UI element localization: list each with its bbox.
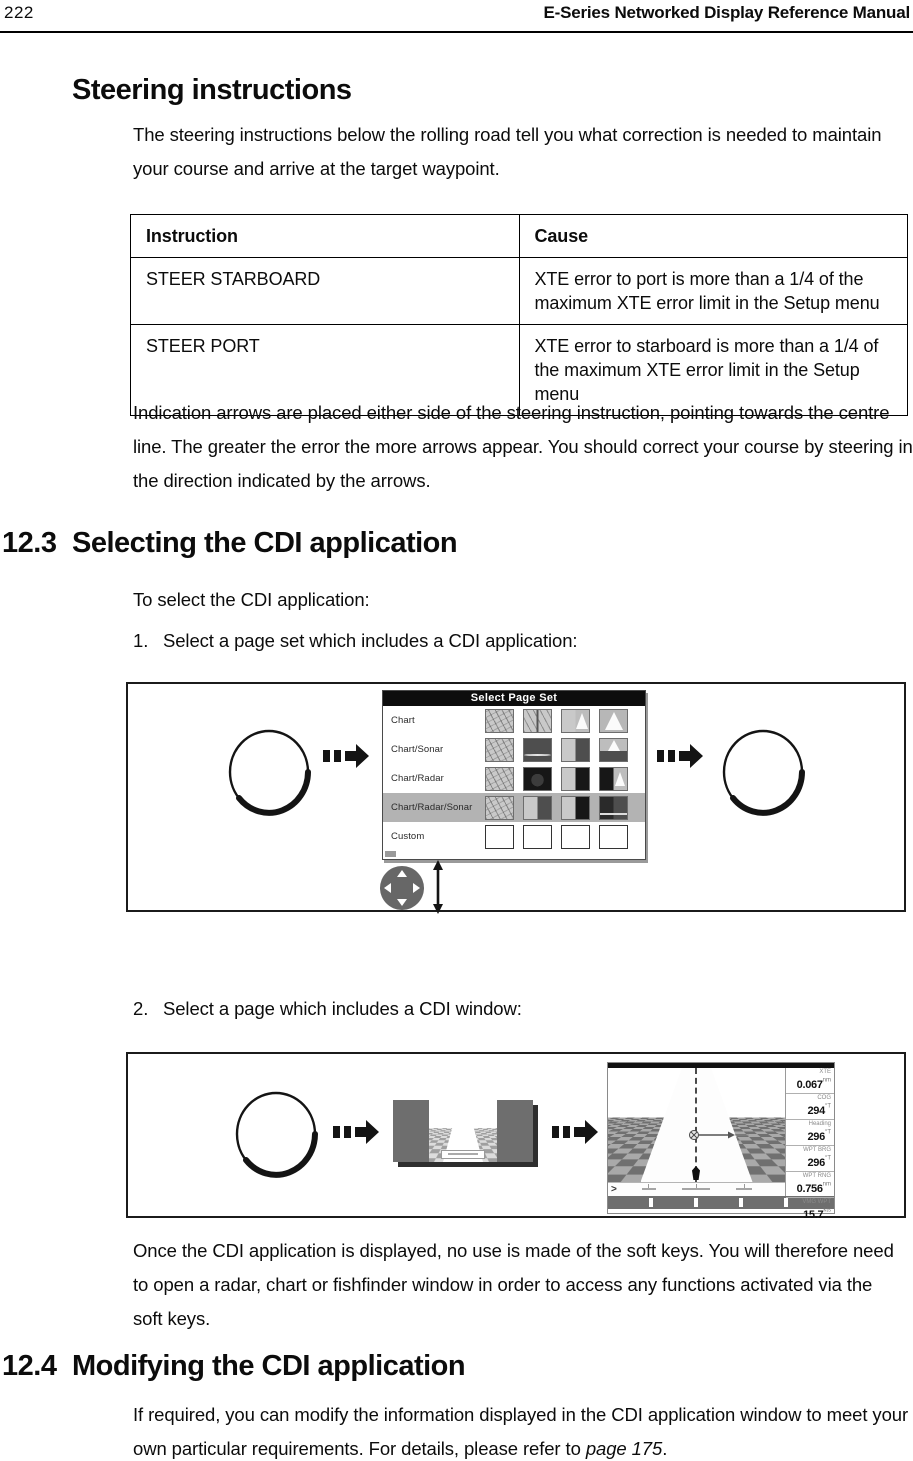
rotary-knob-icon (234, 1090, 318, 1178)
dpad-icon (378, 864, 426, 912)
step-text: Select a page set which includes a CDI application: (163, 630, 578, 651)
dialog-row-label: Custom (391, 831, 425, 842)
data-unit: kts (823, 1207, 831, 1214)
cdi-status-strip (608, 1182, 785, 1196)
dashed-arrow-icon (333, 1118, 379, 1146)
note-text: Once the CDI application is displayed, no use is made of the soft keys. You will therefore need to open a radar, chart or fishfinder window in order to access any functions activated via the soft keys. (133, 1240, 894, 1329)
data-value: 15.7 (803, 1209, 824, 1221)
figure-select-page-set (126, 682, 906, 912)
up-down-arrow-icon (431, 860, 445, 914)
table-header-cause: Cause (519, 215, 908, 258)
cdi-view (608, 1068, 785, 1196)
radar-cdi-thumbnail (599, 767, 628, 791)
data-unit: nm (822, 1077, 831, 1084)
sonar-cdi-thumbnail (599, 738, 628, 762)
mini-page-screenshot (393, 1100, 533, 1162)
steering-outro: Indication arrows are placed either side of the steering instruction, pointing towards the centre line. The greater the error the more arrows appear. You should correct your course by steering in the direction indicated by the arrows. (133, 402, 913, 491)
data-value: 0.067 (796, 1079, 823, 1091)
waypoint-marker-icon (688, 1128, 750, 1142)
steering-intro: The steering instructions below the rolling road tell you what correction is needed to maintain your course and arrive at the target waypoint. (133, 124, 882, 179)
lead-text: To select the CDI application: (133, 589, 370, 610)
chart-sonar-thumbnail (523, 796, 552, 820)
dialog-row-label: Chart/Sonar (391, 744, 444, 755)
side-panel (393, 1100, 429, 1162)
page-thumbnails (485, 825, 628, 849)
side-panel (497, 1100, 533, 1162)
data-value: 294 (807, 1105, 825, 1117)
cdi-screenshot (607, 1062, 835, 1221)
data-unit: °T (824, 1155, 831, 1162)
section-12-4-heading (0, 1350, 465, 1383)
page-thumbnails (485, 738, 628, 762)
step-2 (133, 998, 522, 1020)
data-label: VMG WPT (802, 1199, 831, 1205)
sonar-thumbnail (523, 738, 552, 762)
softkey-separator (649, 1198, 653, 1207)
data-value: 0.756 (796, 1183, 823, 1195)
data-cell-xte (786, 1068, 834, 1094)
chart-thumbnail (485, 796, 514, 820)
data-label: WPT BRG (803, 1147, 831, 1153)
body-text-part: If required, you can modify the information displayed in the CDI application window to meet your own particular requirements. For details, please refer to (133, 1404, 909, 1459)
dialog-row-chart-radar-sonar-selected (383, 793, 645, 822)
data-unit: °T (824, 1103, 831, 1110)
dialog-row-custom (383, 822, 645, 851)
section-number: 12.4 (2, 1350, 57, 1382)
dashed-arrow-icon (323, 742, 369, 770)
section-12-3-heading (0, 527, 457, 560)
body-text-part: . (662, 1438, 668, 1459)
chart-thumbnail (485, 738, 514, 762)
step-1 (133, 630, 577, 652)
instruction-cell: STEER PORT (131, 325, 520, 416)
select-page-set-dialog (382, 690, 646, 860)
cause-cell: XTE error to port is more than a 1/4 of the maximum XTE error limit in the Setup menu (519, 258, 908, 325)
figure-cdi-page (126, 1052, 906, 1221)
table-header-instruction: Instruction (131, 215, 520, 258)
radar-sonar-thumbnail (599, 796, 628, 820)
data-cell-heading (786, 1120, 834, 1146)
dashed-arrow-icon (657, 742, 703, 770)
dashed-arrow-icon (552, 1118, 598, 1146)
softkey-separator (694, 1198, 698, 1207)
table-header-row (131, 215, 908, 258)
chart-thumbnail (485, 709, 514, 733)
data-label: Heading (808, 1121, 831, 1127)
dialog-scroll-block (385, 851, 396, 857)
empty-thumbnail (523, 825, 552, 849)
data-panel (785, 1068, 834, 1221)
header-title: E-Series Networked Display Reference Manual (543, 3, 910, 22)
dialog-row-label: Chart/Radar (391, 773, 444, 784)
section-title: Modifying the CDI application (72, 1350, 466, 1382)
body-text (133, 1398, 913, 1461)
page-number: 222 (4, 3, 34, 22)
data-label: XTE (819, 1069, 831, 1075)
chart-thumbnail (485, 767, 514, 791)
step-number: 2. (133, 998, 149, 1019)
dialog-title-bar: Select Page Set (383, 691, 645, 706)
header-rule (0, 31, 913, 33)
radar-thumbnail (523, 767, 552, 791)
empty-thumbnail (485, 825, 514, 849)
softkey-separator (739, 1198, 743, 1207)
dialog-row-chart-radar (383, 764, 645, 793)
chart-sonar-thumbnail (561, 738, 590, 762)
empty-thumbnail (599, 825, 628, 849)
chart-radar-thumbnail (561, 796, 590, 820)
step-number: 1. (133, 630, 149, 651)
dialog-row-label: Chart (391, 715, 415, 726)
instruction-table (130, 214, 908, 416)
instruction-cell: STEER STARBOARD (131, 258, 520, 325)
data-label: COG (817, 1095, 831, 1101)
chart-cdi-thumbnail (561, 709, 590, 733)
section-title: Selecting the CDI application (72, 527, 458, 559)
mini-cdi-window (429, 1100, 497, 1162)
rotary-knob-icon (227, 728, 311, 816)
table-row (131, 258, 908, 325)
dialog-row-chart-sonar (383, 735, 645, 764)
chart-chart-thumbnail (523, 709, 552, 733)
steering-heading: Steering instructions (72, 74, 352, 106)
chart-radar-thumbnail (561, 767, 590, 791)
rotary-knob-icon (721, 728, 805, 816)
data-value: 296 (807, 1131, 825, 1143)
page-thumbnails (485, 709, 628, 733)
empty-thumbnail (561, 825, 590, 849)
cause-cell: XTE error to starboard is more than a 1/4 of the maximum XTE error limit in the Setup menu (519, 325, 908, 416)
data-value: 296 (807, 1157, 825, 1169)
data-cell-wpt-brg (786, 1146, 834, 1172)
data-unit: nm (822, 1181, 831, 1188)
chevron-icon: > (611, 1184, 617, 1195)
step-text: Select a page which includes a CDI window: (163, 998, 522, 1019)
dialog-row-chart (383, 706, 645, 735)
mini-caption (441, 1150, 485, 1159)
centerline (695, 1068, 697, 1182)
data-cell-vmg-wpt (786, 1198, 834, 1223)
cdi-scene (608, 1068, 785, 1182)
dialog-row-label: Chart/Radar/Sonar (391, 802, 473, 813)
cdi-thumbnail (599, 709, 628, 733)
data-cell-cog (786, 1094, 834, 1120)
data-unit: °T (824, 1129, 831, 1136)
page-thumbnails (485, 767, 628, 791)
data-label: WPT RNG (802, 1173, 831, 1179)
data-cell-wpt-rng (786, 1172, 834, 1198)
section-number: 12.3 (2, 527, 57, 559)
page-thumbnails (485, 796, 628, 820)
page-ref: page 175 (585, 1438, 663, 1459)
